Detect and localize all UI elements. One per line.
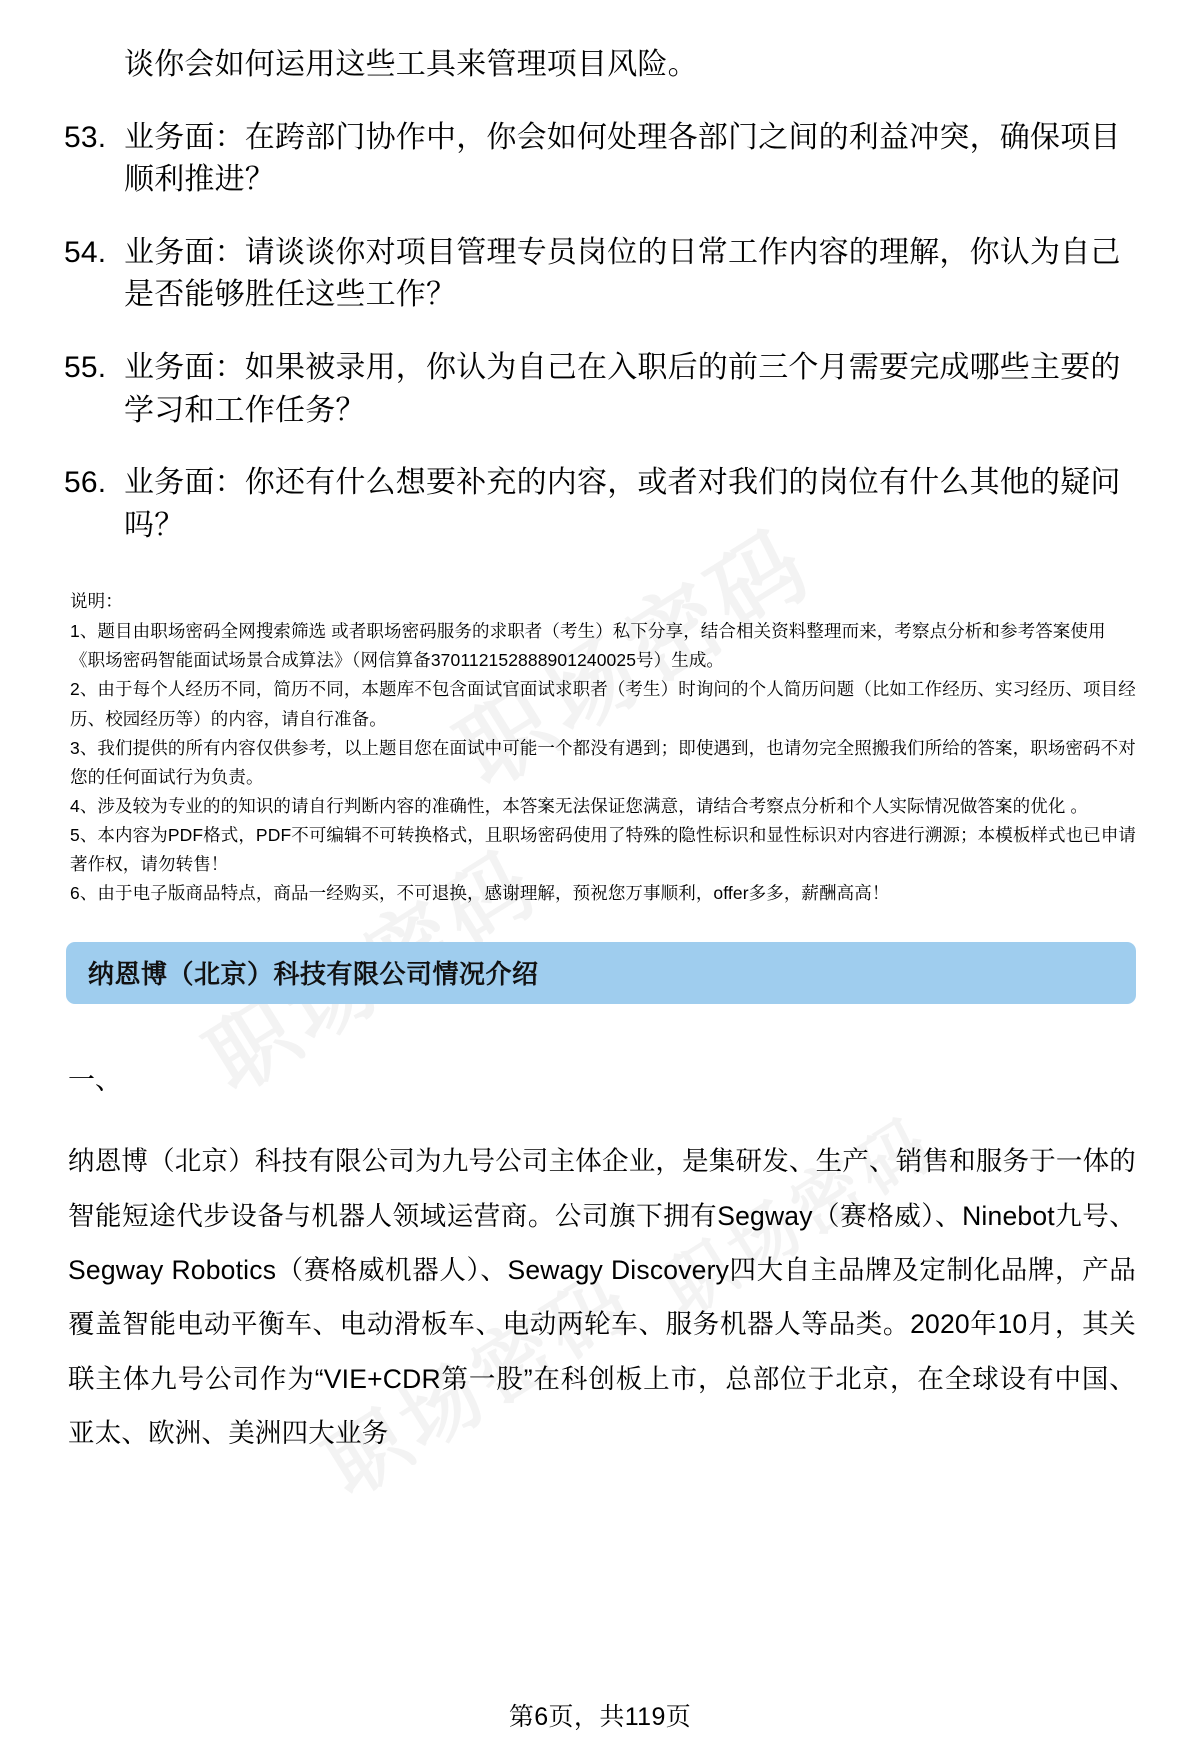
question-text: 业务面：在跨部门协作中，你会如何处理各部门之间的利益冲突，确保项目顺利推进？	[124, 120, 1121, 197]
note-line-6: 6、由于电子版商品特点，商品一经购买，不可退换，感谢理解，预祝您万事顺利，offer多多，薪酬高高！	[70, 882, 890, 903]
question-text: 业务面：你还有什么想要补充的内容，或者对我们的岗位有什么其他的疑问吗？	[124, 466, 1121, 542]
disclaimer-notes	[62, 587, 1138, 908]
question-item-53	[62, 117, 1138, 202]
company-section-banner	[66, 942, 1136, 1004]
question-item-54	[62, 232, 1138, 317]
question-item-56	[62, 462, 1138, 547]
section-marker: 一、	[68, 1064, 122, 1095]
question-number: 55.	[64, 350, 107, 384]
question-number: 54.	[64, 235, 107, 269]
company-description-paragraph: 纳恩博（北京）科技有限公司为九号公司主体企业，是集研发、生产、销售和服务于一体的智能短途代步设备与机器人领域运营商。公司旗下拥有Segway（赛格威）、Ninebot九号、Segway Robotics（赛格威机器人）、Sewagy Discovery四大自主品牌及定制化品牌，产品覆盖智能电动平衡车、电动滑板车、电动两轮车、服务机器人等品类。2020年10月，其关联主体九号公司作为“VIE+CDR第一股”在科创板上市，总部位于北京，在全球设有中国、亚太、欧洲、美洲四大业务	[68, 1146, 1136, 1448]
company-section-banner-title: 纳恩博（北京）科技有限公司情况介绍	[88, 959, 539, 990]
note-line-1: 1、题目由职场密码全网搜索筛选 或者职场密码服务的求职者（考生）私下分享，结合相关资料整理而来，考察点分析和参考答案使用《职场密码智能面试场景合成算法》（网信算备370112152888901240025号）生成。	[70, 621, 1106, 671]
notes-title: 说明：	[70, 591, 123, 612]
note-line-5: 5、本内容为PDF格式，PDF不可编辑不可转换格式，且职场密码使用了特殊的隐性标识和显性标识对内容进行溯源；本模板样式也已申请著作权，请勿转售！	[70, 824, 1137, 874]
question-text: 业务面：请谈谈你对项目管理专员岗位的日常工作内容的理解，你认为自己是否能够胜任这些工作？	[124, 235, 1121, 312]
question-number: 53.	[64, 120, 107, 154]
note-line-3: 3、我们提供的所有内容仅供参考，以上题目您在面试中可能一个都没有遇到；即使遇到，也请勿完全照搬我们所给的答案，职场密码不对您的任何面试行为负责。	[70, 737, 1136, 787]
question-list	[62, 0, 1138, 547]
page-footer: 第6页，共119页	[508, 1703, 692, 1731]
question-number: 56.	[64, 466, 107, 500]
note-line-2: 2、由于每个人经历不同，简历不同，本题库不包含面试官面试求职者（考生）时询问的个人简历问题（比如工作经历、实习经历、项目经历、校园经历等）的内容，请自行准备。	[70, 679, 1136, 729]
question-text: 业务面：如果被录用，你认为自己在入职后的前三个月需要完成哪些主要的学习和工作任务？	[124, 350, 1121, 427]
note-line-4: 4、涉及较为专业的的知识的请自行判断内容的准确性，本答案无法保证您满意，请结合考察点分析和个人实际情况做答案的优化 。	[70, 795, 1088, 816]
question-continued-text: 谈你会如何运用这些工具来管理项目风险。	[124, 48, 698, 81]
question-item-55	[62, 347, 1138, 432]
